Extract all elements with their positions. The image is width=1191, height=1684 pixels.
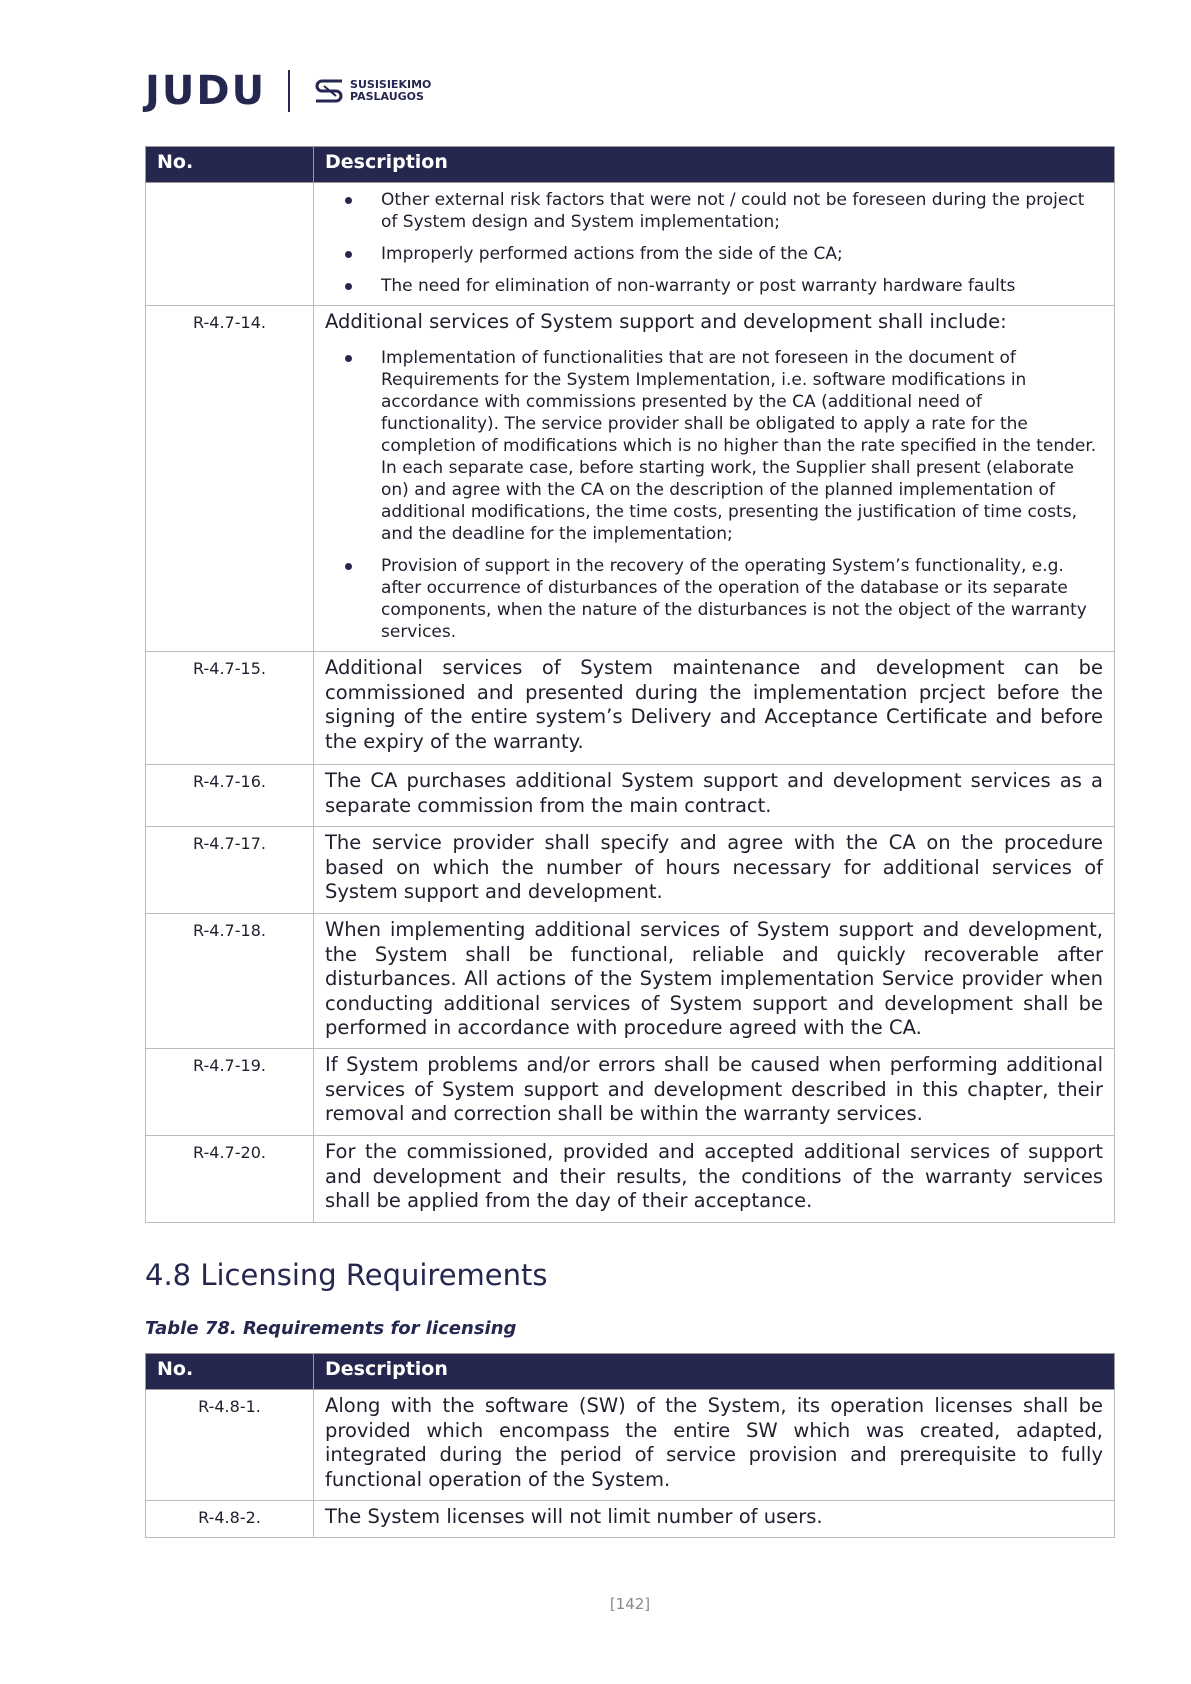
col-header-description: Description: [314, 1354, 1115, 1390]
table-row: [146, 1136, 1115, 1223]
req-no: R-4.7-19.: [146, 1049, 314, 1136]
req-text: When implementing additional services of System support and development, the System shall be functional, reliable and quickly recoverable after disturbances. All actions of the System implementation Service provider when conducting additional services of System support and development shall be performed in accordance with procedure agreed with the CA.: [314, 914, 1115, 1049]
req-text: The service provider shall specify and agree with the CA on the procedure based on which the number of hours necessary for additional services of System support and development.: [314, 827, 1115, 914]
s-mark-icon: [312, 77, 346, 105]
req-no: R-4.7-20.: [146, 1136, 314, 1223]
list-item: Other external risk factors that were not / could not be foreseen during the project of System design and System implementation;: [345, 189, 1103, 233]
req-text: The CA purchases additional System support and development services as a separate commission from the main contract.: [314, 765, 1115, 827]
page-number: [142]: [609, 1595, 651, 1613]
col-header-no: No.: [146, 147, 314, 183]
req-text: Additional services of System support and development shall include:: [325, 310, 1007, 333]
licensing-table: [145, 1353, 1115, 1538]
logo-text-2: PASLAUGOS: [350, 90, 424, 103]
req-text: If System problems and/or errors shall be caused when performing additional services of System support and development described in this chapter, their removal and correction shall be within the warranty services.: [314, 1049, 1115, 1136]
req-no: R-4.7-15.: [146, 652, 314, 765]
table-row: [146, 914, 1115, 1049]
table-row: [146, 652, 1115, 765]
list-item: Implementation of functionalities that are not foreseen in the document of Requirements for the System Implementation, i.e. software modifications in accordance with commissions presented by the CA (additional need of functionality). The service provider shall be obligated to apply a rate for the completion of modifications which is no higher than the rate specified in the tender. In each separate case, before starting work, the Supplier shall present (elaborate on) and agree with the CA on the description of the planned implementation of additional modifications, the time costs, presenting the justification of time costs, and the deadline for the implementation;: [345, 347, 1103, 545]
req-text: Additional services of System maintenance and development can be commissioned and presented during the implementation prcject before the signing of the entire system’s Delivery and Acceptance Certificate and before the expiry of the warranty.: [314, 652, 1115, 765]
list-item: The need for elimination of non-warranty or post warranty hardware faults: [345, 275, 1103, 297]
table-row: [146, 1501, 1115, 1538]
table-row: [146, 183, 1115, 306]
req-text: The System licenses will not limit number of users.: [314, 1501, 1115, 1538]
section-heading: 4.8 Licensing Requirements: [145, 1258, 548, 1292]
list-item: Provision of support in the recovery of the operating System’s functionality, e.g. after occurrence of disturbances of the operation of the database or its separate components, when the nature of the disturbances is not the object of the warranty services.: [345, 555, 1103, 643]
table-row: [146, 765, 1115, 827]
header-logo: [145, 68, 431, 114]
susisiekimo-logo: [312, 77, 431, 105]
req-text: For the commissioned, provided and accepted additional services of support and development and their results, the conditions of the warranty services shall be applied from the day of their acceptance.: [314, 1136, 1115, 1223]
req-text: Along with the software (SW) of the System, its operation licenses shall be provided which encompass the entire SW which was created, adapted, integrated during the period of service provision and prerequisite to fully functional operation of the System.: [314, 1390, 1115, 1501]
table-row: [146, 1049, 1115, 1136]
col-header-description: Description: [314, 147, 1115, 183]
table-row: [146, 827, 1115, 914]
req-no: R-4.7-18.: [146, 914, 314, 1049]
requirements-table-4-7: [145, 146, 1115, 1223]
judu-logo: JUDU: [145, 68, 267, 114]
col-header-no: No.: [146, 1354, 314, 1390]
req-no: R-4.8-2.: [146, 1501, 314, 1538]
table-caption: Table 78. Requirements for licensing: [145, 1318, 517, 1339]
req-no: R-4.7-17.: [146, 827, 314, 914]
req-no: R-4.7-16.: [146, 765, 314, 827]
logo-divider: [288, 70, 290, 112]
table-row: [146, 1390, 1115, 1501]
list-item: Improperly performed actions from the side of the CA;: [345, 243, 1103, 265]
logo-text-1: SUSISIEKIMO: [350, 78, 432, 91]
table-row: [146, 306, 1115, 652]
req-no: R-4.7-14.: [146, 306, 314, 652]
req-no: R-4.8-1.: [146, 1390, 314, 1501]
